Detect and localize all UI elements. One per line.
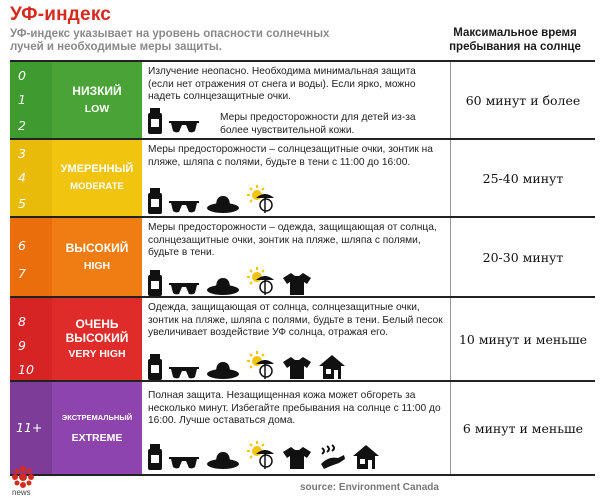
uv-number: 1	[18, 92, 26, 107]
level-en: HIGH	[83, 260, 111, 272]
uv-row-extreme	[10, 380, 595, 476]
uv-number: 5	[18, 196, 26, 211]
uv-number: 9	[18, 338, 26, 353]
uv-row-high	[10, 216, 595, 296]
uv-number: 4	[18, 170, 26, 185]
sunscreen-icon	[148, 444, 162, 470]
uv-number-column	[10, 382, 52, 474]
sun-shade-icon	[246, 266, 276, 296]
uv-row-very-high	[10, 296, 595, 380]
sunglasses-icon	[168, 364, 200, 380]
house-icon	[352, 444, 380, 470]
sun-shade-icon	[246, 184, 276, 214]
uv-description: Меры предосторожности – солнцезащитные очки, зонтик на пляже, шляпа с полями, будьте в тени с 11:00 до 16:00.	[148, 144, 433, 168]
level-en: EXTREME	[71, 432, 123, 444]
sunglasses-icon	[168, 118, 200, 134]
uv-number-column	[10, 62, 52, 138]
sunscreen-icon	[148, 188, 162, 214]
children-note: Меры предосторожности для детей из-за более чувствительной кожи.	[220, 112, 416, 136]
uv-number: 11+	[16, 420, 43, 435]
sun-shade-icon	[246, 440, 276, 470]
uv-level-cell	[52, 62, 142, 138]
uv-number-column	[10, 218, 52, 296]
page-title: УФ-индекс	[10, 4, 112, 25]
level-en: LOW	[84, 103, 110, 115]
protection-icons	[148, 266, 312, 296]
max-time: 60 минут и более	[450, 62, 595, 138]
level-ru: ЭКСТРЕМАЛЬНЫЙ	[61, 413, 133, 422]
level-ru: УМЕРЕННЫЙ	[60, 163, 134, 175]
uv-number: 0	[18, 68, 26, 83]
level-en: VERY HIGH	[68, 348, 126, 360]
protection-icons	[148, 440, 380, 470]
level-en: MODERATE	[70, 181, 124, 192]
uv-number: 3	[18, 146, 26, 161]
uv-table	[10, 60, 595, 478]
hat-icon	[206, 276, 240, 296]
news-label: news	[12, 488, 31, 497]
uv-level-cell	[52, 298, 142, 380]
sun-shade-icon	[246, 350, 276, 380]
hat-icon	[206, 194, 240, 214]
uv-description: Полная защита. Незащищенная кожа может обгореть за несколько минут. Избегайте пребывания на солнце с 11:00 до 16:00. Лучше оставаться дома.	[148, 390, 441, 426]
uv-number: 8	[18, 314, 26, 329]
uv-number: 10	[18, 362, 34, 377]
uv-description: Меры предосторожности – одежда, защищающая от солнца, солнцезащитные очки, зонтик на пляже, шляпа с полями, будьте в тени.	[148, 222, 437, 258]
max-time-header: Максимальное время пребывания на солнце	[449, 27, 581, 53]
max-time: 20-30 минут	[450, 218, 595, 296]
sunglasses-icon	[168, 454, 200, 470]
no-sun-arm-icon	[318, 444, 346, 470]
level-ru: ВЫСОКИЙ	[65, 241, 129, 255]
cbc-logo-icon	[10, 466, 36, 488]
uv-number-column	[10, 140, 52, 216]
uv-description: Одежда, защищающая от солнца, солнцезащитные очки, зонтик на пляже, шляпа с полями, будьте в тени. Белый песок увеличивает воздействие УФ солнца, отражая его.	[148, 302, 443, 338]
shirt-icon	[282, 356, 312, 380]
uv-number: 7	[18, 266, 26, 281]
uv-description: Излучение неопасно. Необходима минимальная защита (если нет отражения от снега и воды). Если ярко, можно надеть солнцезащитные очки.	[148, 66, 416, 102]
source-credit: source: Environment Canada	[300, 482, 439, 493]
protection-icons	[148, 108, 200, 134]
sunglasses-icon	[168, 280, 200, 296]
uv-number: 2	[18, 118, 26, 133]
level-ru: ОЧЕНЬ ВЫСОКИЙ	[65, 317, 129, 345]
level-ru: НИЗКИЙ	[72, 84, 122, 98]
uv-number-column	[10, 298, 52, 380]
uv-row-moderate	[10, 138, 595, 216]
protection-icons	[148, 184, 276, 214]
uv-level-cell	[52, 382, 142, 474]
max-time: 25-40 минут	[450, 140, 595, 216]
uv-number: 6	[18, 238, 26, 253]
protection-icons	[148, 350, 346, 380]
max-time: 10 минут и меньше	[450, 298, 595, 380]
sunglasses-icon	[168, 198, 200, 214]
shirt-icon	[282, 446, 312, 470]
sunscreen-icon	[148, 270, 162, 296]
uv-row-low	[10, 60, 595, 138]
page-subtitle: УФ-индекс указывает на уровень опасности солнечных лучей и необходимые меры защиты.	[10, 28, 330, 53]
sunscreen-icon	[148, 354, 162, 380]
sunscreen-icon	[148, 108, 162, 134]
house-icon	[318, 354, 346, 380]
max-time: 6 минут и меньше	[450, 382, 595, 474]
hat-icon	[206, 360, 240, 380]
uv-level-cell	[52, 218, 142, 296]
uv-level-cell	[52, 140, 142, 216]
hat-icon	[206, 450, 240, 470]
shirt-icon	[282, 272, 312, 296]
